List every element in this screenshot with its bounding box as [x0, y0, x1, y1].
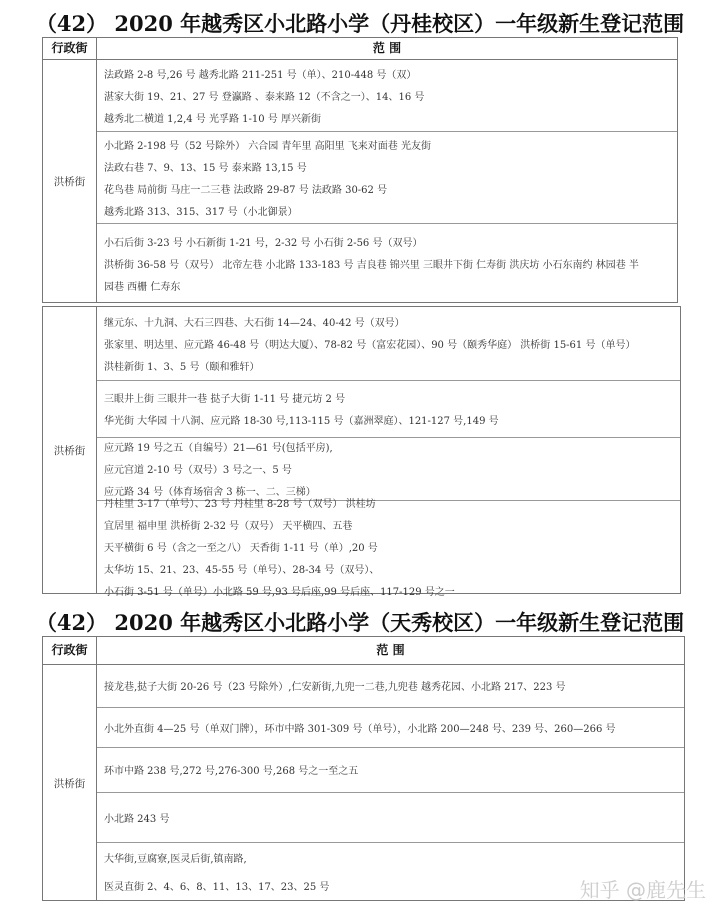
range-line: 越秀北路 313、315、317 号（小北御景）: [104, 206, 298, 218]
range-line: 园巷 西栅 仁寿东: [104, 281, 181, 293]
table-header: [43, 38, 677, 60]
street-label: 洪桥街: [43, 665, 97, 901]
range-line: 小北外直街 4—25 号（单双门牌），环市中路 301-309 号（单号），小北路 200—248 号、239 号、260—266 号: [104, 723, 616, 735]
range-line: 华光街 大华园 十八洞、应元路 18-30 号,113-115 号（嘉洲翠庭）、121-127 号,149 号: [104, 416, 499, 427]
range-line: 湛家大街 19、21、27 号 登瀛路 、泰来路 12（不含之一）、14、16 号: [104, 91, 425, 103]
range-line: 张家里、明达里、应元路 46-48 号（明达大厦）、78-82 号（富宏花园）、90 号（颐秀华庭） 洪桥街 15-61 号（单号）: [104, 339, 636, 351]
table-row: [97, 665, 684, 708]
table-dangui-part2: [42, 306, 681, 598]
range-line: 接龙巷,挞子大街 20-26 号（23 号除外）,仁安新街,九兜一二巷,九兜巷 越秀花园、小北路 217、223 号: [104, 682, 566, 693]
street-label: 洪桥街: [43, 307, 97, 593]
range-line: 天平横街 6 号（含之一至之八） 天香街 1-11 号（单）,20 号: [104, 543, 378, 554]
range-line: 法政路 2-8 号,26 号 越秀北路 211-251 号（单）、210-448 号（双）: [104, 69, 417, 81]
table-row: [97, 307, 680, 381]
range-line: 洪桥街 36-58 号（双号） 北帝左巷 小北路 133-183 号 吉良巷 锦兴里 三眼井下街 仁寿街 洪庆坊 小石东南约 林园巷 半: [104, 259, 639, 271]
range-line: 应元路 19 号之五（自编号）21—61 号(包括平房),: [104, 443, 333, 454]
range-line: 太华坊 15、21、23、45-55 号（单号）、28-34 号（双号）、: [104, 565, 380, 576]
range-line: 越秀北二横道 1,2,4 号 光孚路 1-10 号 厚兴新街: [104, 113, 321, 125]
header-range: 范 围: [376, 643, 405, 657]
table-row: [97, 499, 680, 598]
range-line: 洪桂新街 1、3、5 号（颐和雅轩）: [104, 361, 260, 373]
header-street: 行政街: [43, 637, 97, 664]
table-row: [97, 438, 680, 501]
table-header: [43, 637, 684, 665]
range-line: 丹桂里 3-17（单号）、23 号 丹桂里 8-28 号（双号） 洪桂坊: [104, 499, 376, 510]
range-line: 小北路 243 号: [104, 813, 170, 825]
range-line: 三眼井上街 三眼井一巷 挞子大街 1-11 号 捷元坊 2 号: [104, 394, 346, 405]
table-row: [97, 748, 684, 793]
range-line: 小石街 3-51 号（单号）小北路 59 号,93 号后座,99 号后座、117-129 号之一: [104, 587, 455, 598]
range-line: 医灵直街 2、4、6、8、11、13、17、23、25 号: [104, 882, 330, 893]
table-row: [97, 381, 680, 438]
range-line: 宜居里 福申里 洪桥街 2-32 号（双号） 天平横四、五巷: [104, 521, 353, 532]
range-line: 环市中路 238 号,272 号,276-300 号,268 号之一至之五: [104, 766, 359, 777]
table-dangui-part1: [42, 37, 678, 303]
table-tianxiu: [42, 636, 685, 901]
header-street: 行政街: [43, 38, 97, 59]
range-line: 大华街,豆腐寮,医灵后街,镇南路,: [104, 854, 247, 865]
street-label: 洪桥街: [43, 60, 97, 303]
range-line: 小石后街 3-23 号 小石新街 1-21 号，2-32 号 小石街 2-56 号（双号）: [104, 237, 423, 249]
range-line: 继元东、十九洞、大石三四巷、大石街 14—24、40-42 号（双号）: [104, 317, 405, 329]
table-row: [97, 60, 677, 132]
header-range: 范 围: [372, 41, 402, 55]
table-row: [97, 132, 677, 224]
title-dangui: （42） 2020 年越秀区小北路小学（丹桂校区）一年级新生登记范围: [35, 11, 685, 36]
range-line: 法政右巷 7、9、13、15 号 泰来路 13,15 号: [104, 162, 307, 174]
table-row: [97, 708, 684, 748]
range-line: 应元宫道 2-10 号（双号）3 号之一、5 号: [104, 465, 292, 476]
table-row: [97, 793, 684, 843]
range-line: 应元路 34 号（体育场宿舍 3 栋一、二、三梯）: [104, 487, 316, 498]
range-line: 小北路 2-198 号（52 号除外） 六合园 青年里 高阳里 飞来对面巷 光友街: [104, 140, 431, 152]
title-tianxiu: （42） 2020 年越秀区小北路小学（天秀校区）一年级新生登记范围: [35, 610, 685, 635]
range-line: 花鸟巷 局前街 马庄一二三巷 法政路 29-87 号 法政路 30-62 号: [104, 184, 388, 196]
watermark: 知乎 @鹿先生: [579, 878, 706, 902]
table-row: [97, 224, 677, 303]
